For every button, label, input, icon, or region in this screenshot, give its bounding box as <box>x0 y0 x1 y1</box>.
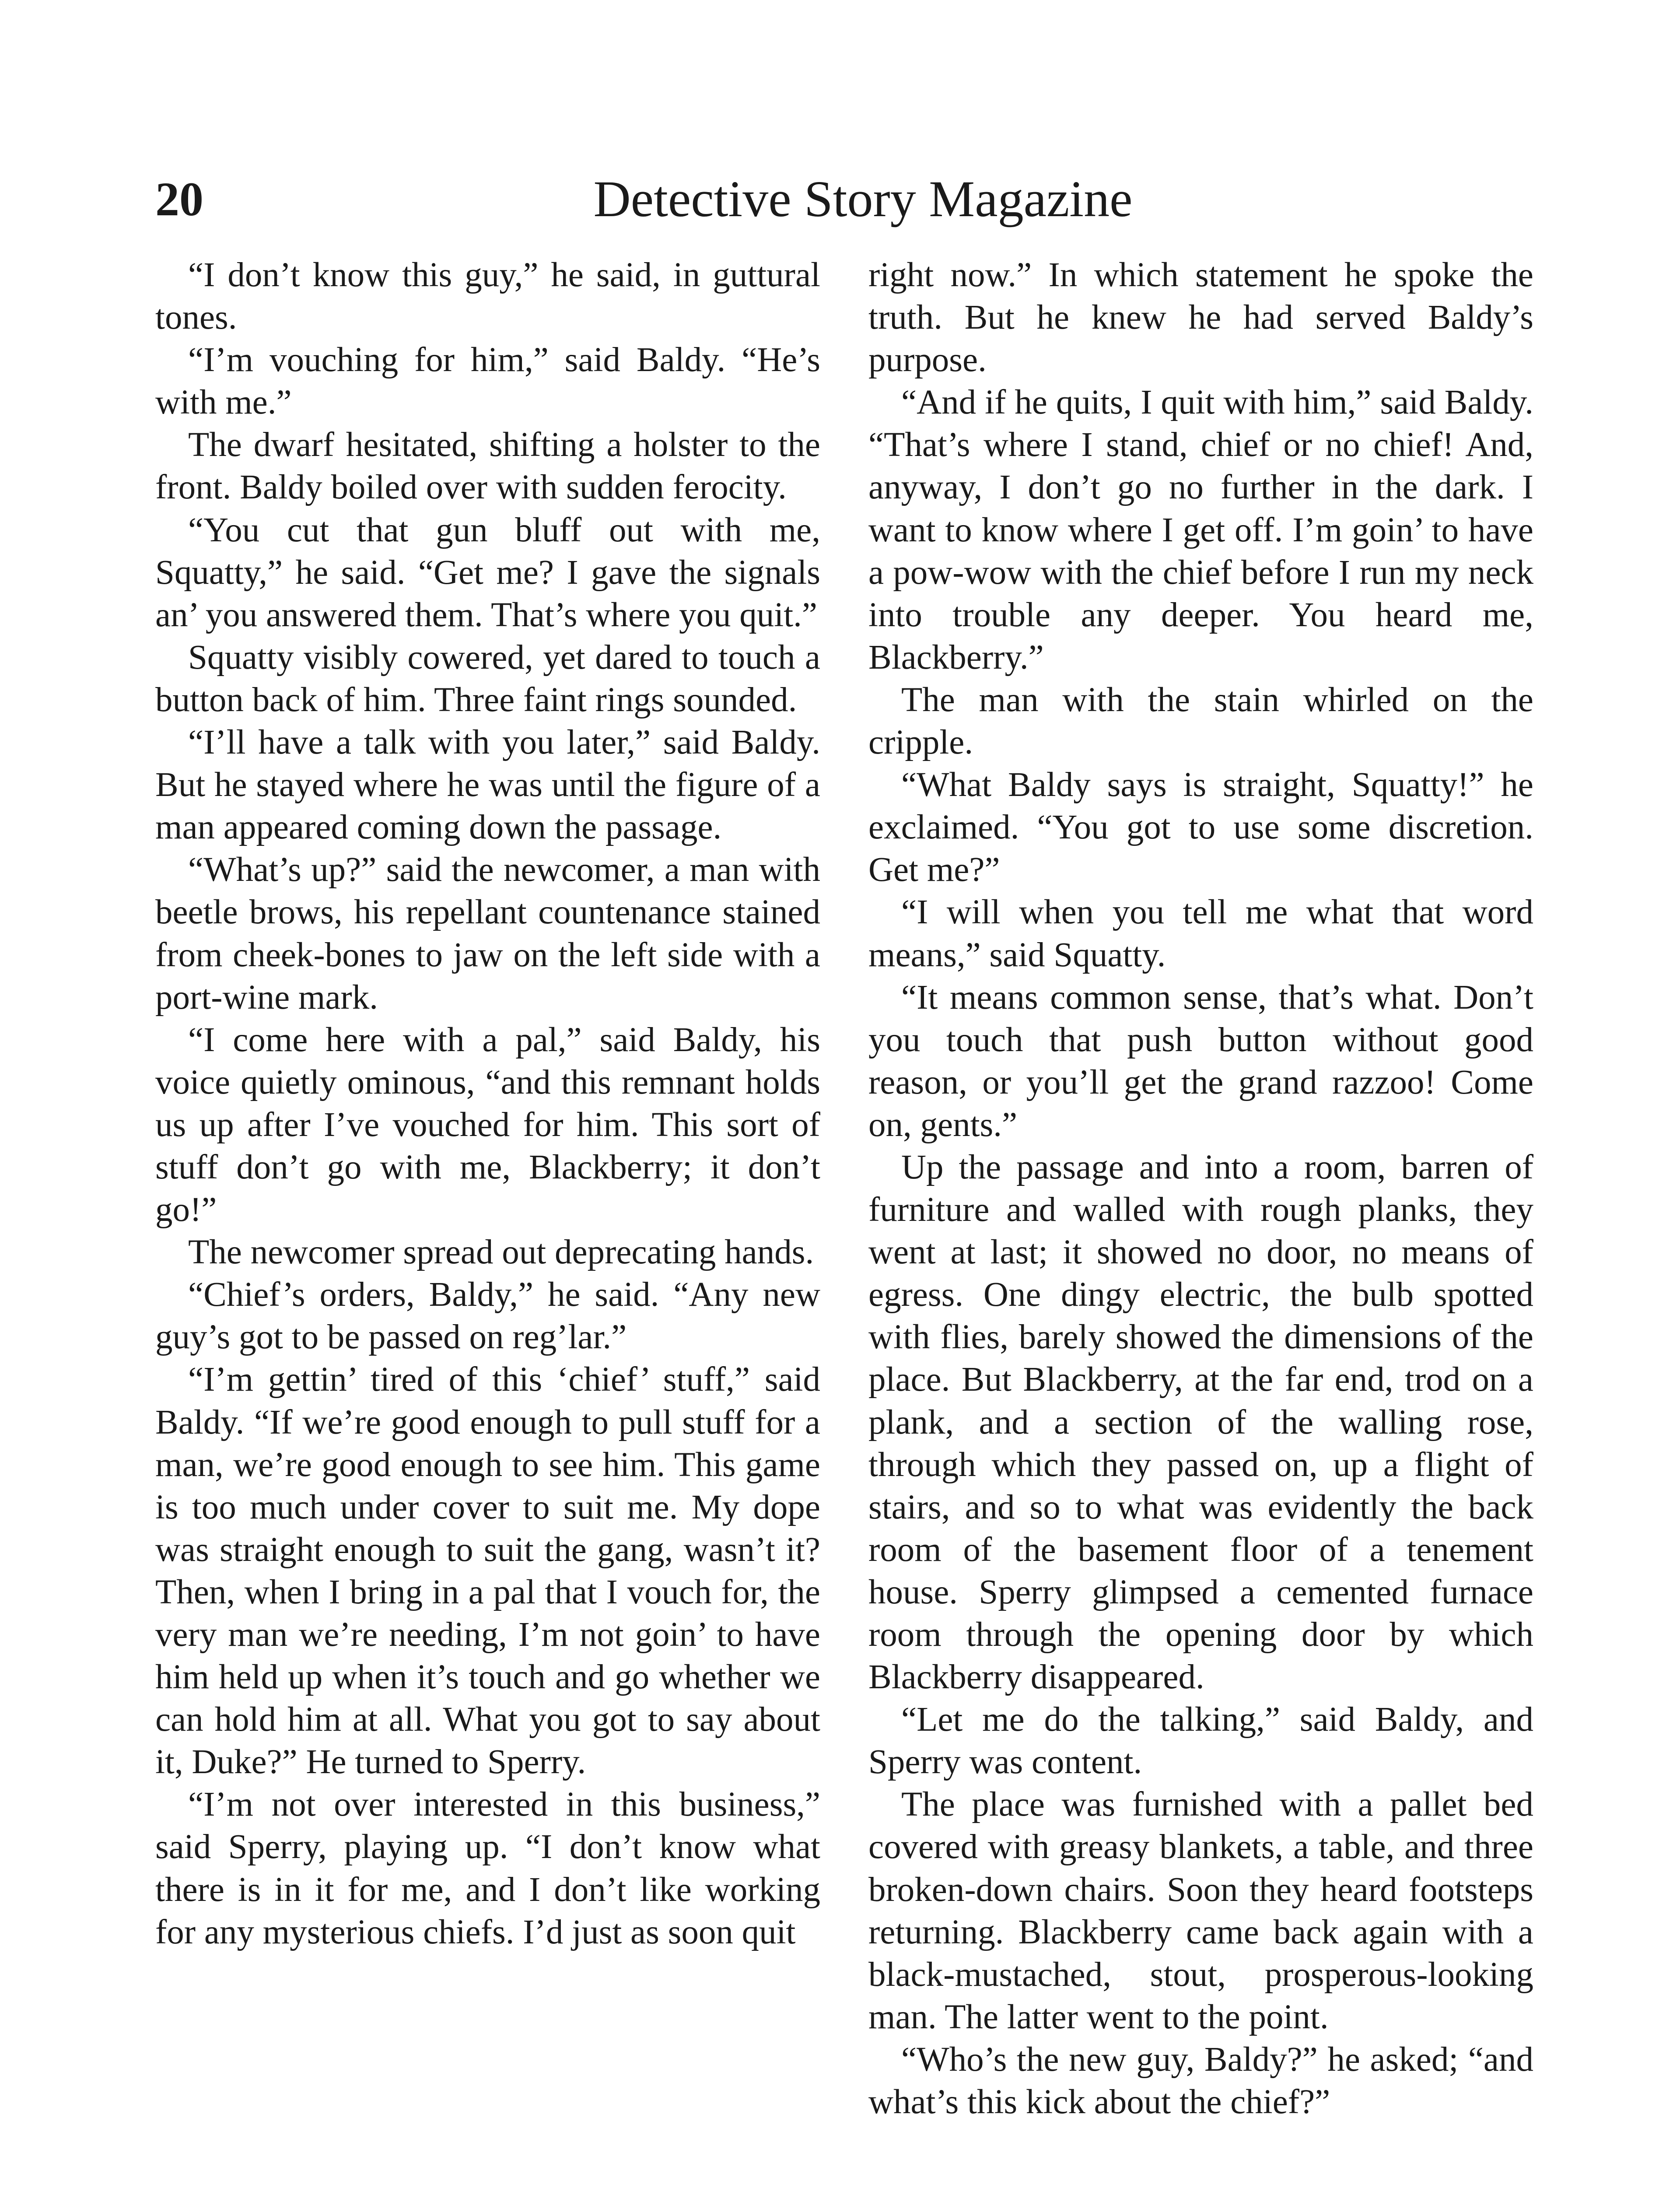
paragraph: “What Baldy says is straight, Squatty!” he exclaimed. “You got to use some discretion. Get me?” <box>868 766 1533 889</box>
right-column <box>868 254 1533 2123</box>
paragraph: “What’s up?” said the newcomer, a man with beetle brows, his repellant countenance stained from cheek-bones to jaw on the left side with a port-wine mark. <box>155 851 820 1017</box>
left-column <box>155 254 820 1953</box>
paragraph: “You cut that gun bluff out with me, Squatty,” he said. “Get me? I gave the signals an’ you answered them. That’s where you quit.” <box>155 511 820 634</box>
paragraph: “Let me do the talking,” said Baldy, and Sperry was content. <box>868 1701 1533 1781</box>
paragraph: “I come here with a pal,” said Baldy, his voice quietly ominous, “and this remnant holds us up after I’ve vouched for him. This sort of stuff don’t go with me, Blackberry; it don’t go!” <box>155 1020 820 1229</box>
paragraph: “I don’t know this guy,” he said, in guttural tones. <box>155 256 820 337</box>
paragraph: The newcomer spread out deprecating hands. <box>188 1233 814 1272</box>
magazine-title: Detective Story Magazine <box>593 170 1133 228</box>
paragraph: “And if he quits, I quit with him,” said Baldy. “That’s where I stand, chief or no chief! And, anyway, I don’t go no further in the dark. I want to know where I get off. I’m goin’ to have a pow-wow with the chief before I run my neck into trouble any deeper. You heard me, Blackberry.” <box>868 383 1533 677</box>
paragraph: “I’ll have a talk with you later,” said Baldy. But he stayed where he was until the figure of a man appeared coming down the passage. <box>155 723 820 847</box>
paragraph: The place was furnished with a pallet bed covered with greasy blankets, a table, and three broken-down chairs. Soon they heard footsteps returning. Blackberry came back again with a black-mustached, stout, prosperous-looking man. The latter went to the point. <box>868 1785 1533 2036</box>
paragraph: The dwarf hesitated, shifting a holster to the front. Baldy boiled over with sudden ferocity. <box>155 426 820 507</box>
paragraph: “I will when you tell me what that word means,” said Squatty. <box>868 893 1533 974</box>
page-header <box>155 162 1544 236</box>
paragraph: “Who’s the new guy, Baldy?” he asked; “and what’s this kick about the chief?” <box>868 2040 1533 2121</box>
paragraph: Up the passage and into a room, barren of furniture and walled with rough planks, they went at last; it showed no door, no means of egress. One dingy electric, the bulb spotted with flies, barely showed the dimensions of the place. But Blackberry, at the far end, trod on a plank, and a section of the walling rose, through which they passed on, up a flight of stairs, and so to what was evidently the back room of the basement floor of a tenement house. Sperry glimpsed a cemented furnace room through the opening door by which Blackberry disappeared. <box>868 1148 1533 1697</box>
paragraph-continuation: right now.” In which statement he spoke the truth. But he knew he had served Baldy’s purpose. <box>868 256 1533 379</box>
page-number: 20 <box>155 172 203 226</box>
paragraph: “I’m not over interested in this business,” said Sperry, playing up. “I don’t know what there is in it for me, and I don’t like working for any mysterious chiefs. I’d just as soon quit <box>155 1785 820 1951</box>
paragraph: “I’m gettin’ tired of this ‘chief’ stuff,” said Baldy. “If we’re good enough to pull stuff for a man, we’re good enough to see him. This game is too much under cover to suit me. My dope was straight enough to suit the gang, wasn’t it? Then, when I bring in a pal that I vouch for, the very man we’re needing, I’m not goin’ to have him held up when it’s touch and go whether we can hold him at all. What you got to say about it, Duke?” He turned to Sperry. <box>155 1360 820 1781</box>
paragraph: “I’m vouching for him,” said Baldy. “He’s with me.” <box>155 341 820 422</box>
paragraph: “Chief’s orders, Baldy,” he said. “Any new guy’s got to be passed on reg’lar.” <box>155 1276 820 1357</box>
paragraph: Squatty visibly cowered, yet dared to touch a button back of him. Three faint rings sounded. <box>155 638 820 719</box>
paragraph: The man with the stain whirled on the cripple. <box>868 680 1533 762</box>
paragraph: “It means common sense, that’s what. Don’t you touch that push button without good reason, or you’ll get the grand razzoo! Come on, gents.” <box>868 978 1533 1144</box>
